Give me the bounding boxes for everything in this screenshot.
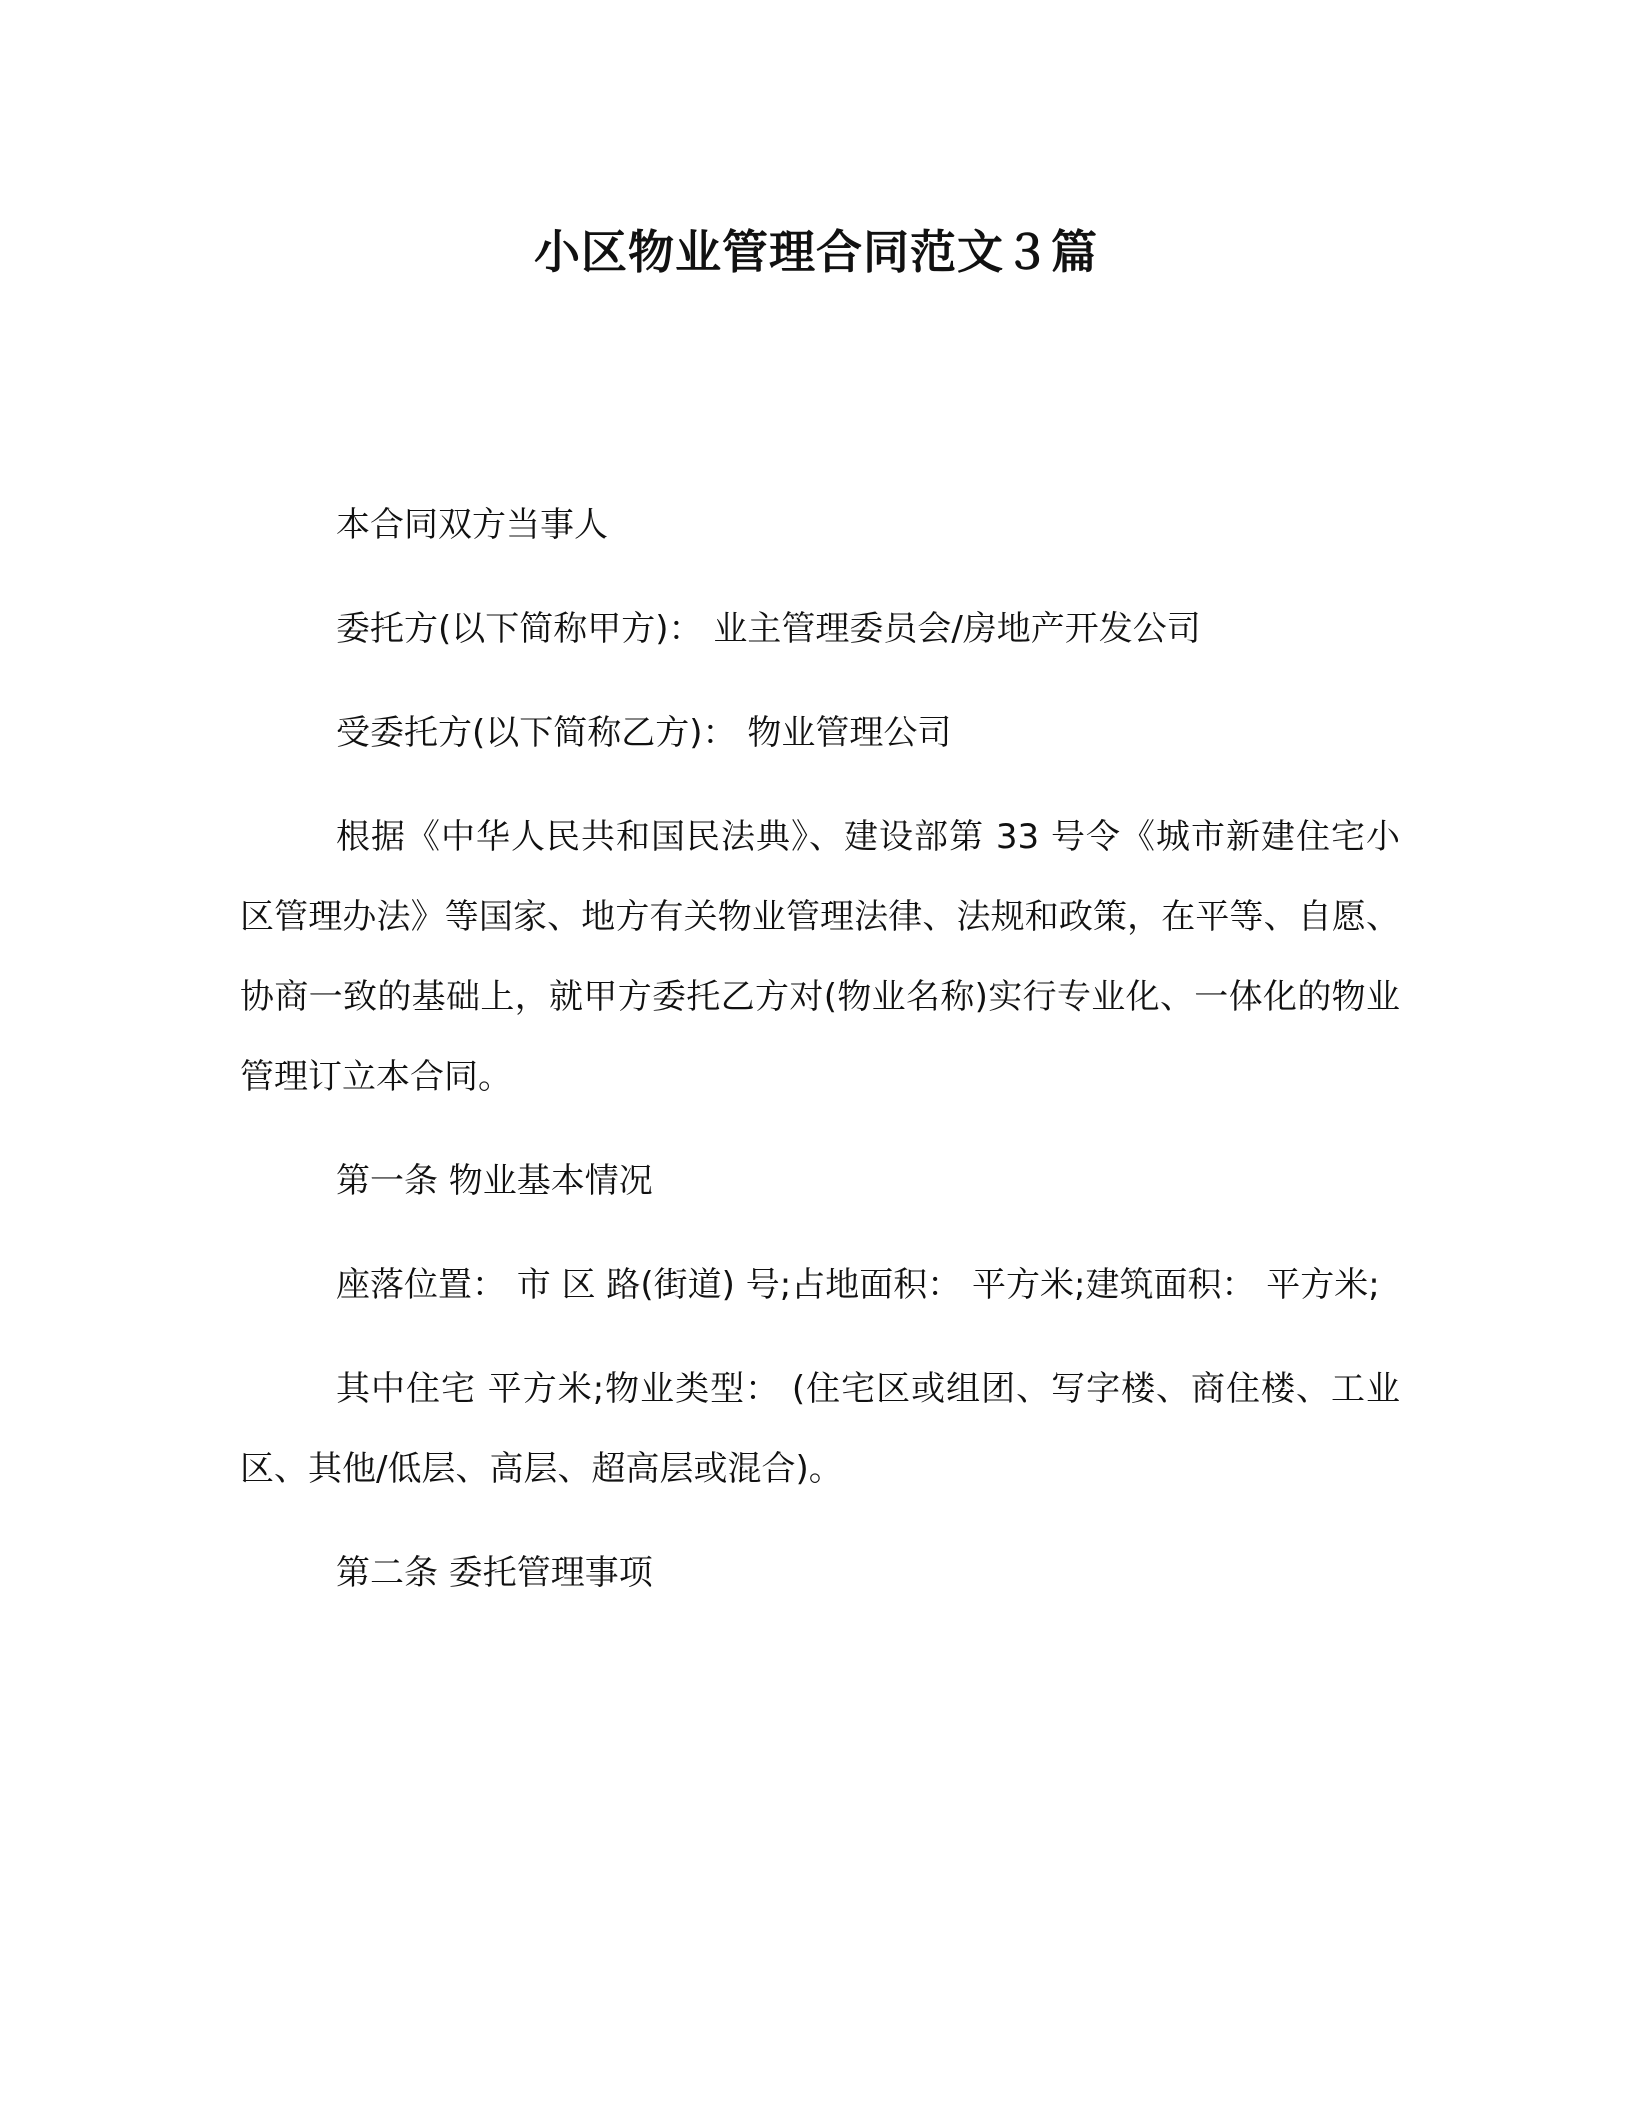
property-type-paragraph: 其中住宅 平方米;物业类型： (住宅区或组团、写字楼、商住楼、工业区、其他/低层、高层、超高层或混合)。 (240, 1369, 1400, 1489)
document-title: 小区物业管理合同范文３篇 (534, 225, 1098, 279)
party-b-line: 受委托方(以下简称乙方)： 物业管理公司 (336, 713, 952, 753)
article-1-heading: 第一条 物业基本情况 (336, 1161, 653, 1201)
party-a-line: 委托方(以下简称甲方)： 业主管理委员会/房地产开发公司 (336, 609, 1201, 649)
article-2-heading: 第二条 委托管理事项 (336, 1553, 653, 1593)
location-area-paragraph: 座落位置： 市 区 路(街道) 号;占地面积： 平方米;建筑面积： 平方米; (336, 1265, 1380, 1305)
preamble-paragraph: 根据《中华人民共和国民法典》、建设部第 33 号令《城市新建住宅小区管理办法》等国家、地方有关物业管理法律、法规和政策，在平等、自愿、协商一致的基础上，就甲方委托乙方对(物业名称)实行专业化、一体化的物业管理订立本合同。 (240, 817, 1400, 1097)
parties-heading: 本合同双方当事人 (336, 505, 608, 545)
document-body (240, 485, 1400, 1637)
